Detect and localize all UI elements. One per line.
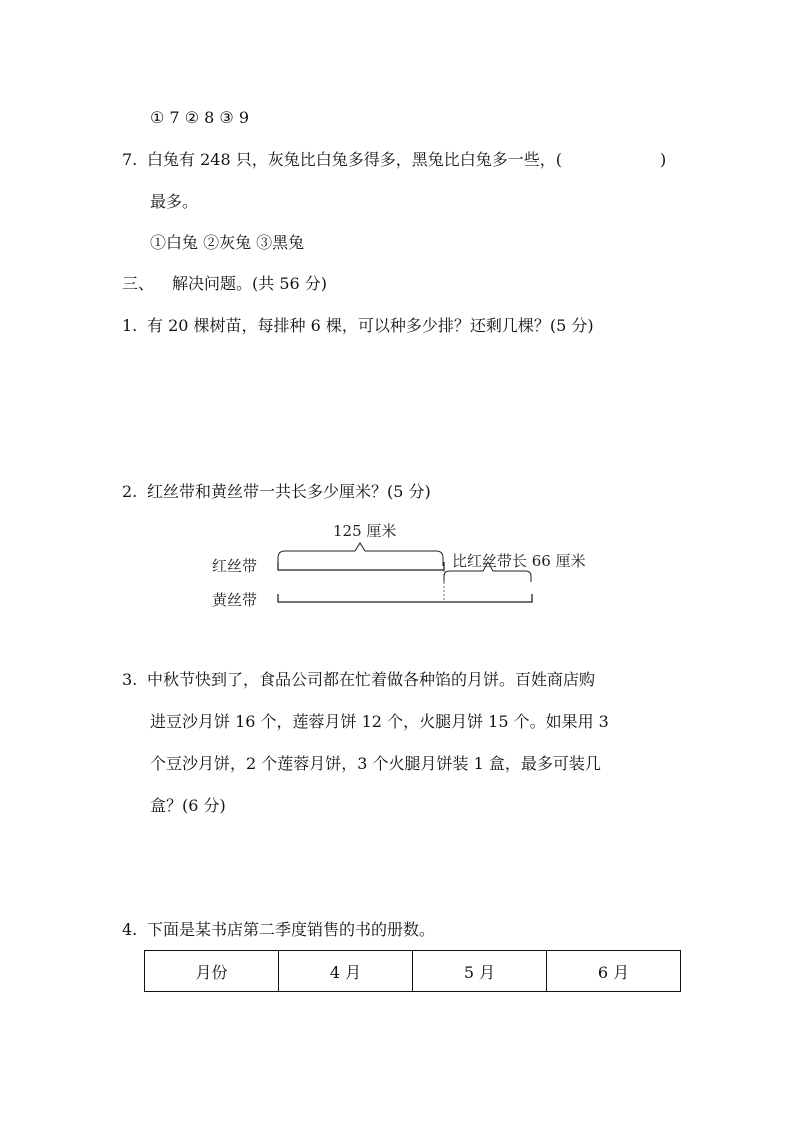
sales-table	[144, 950, 681, 992]
red-length-label: 125 厘米	[333, 522, 397, 540]
p3-number: 3.	[122, 670, 138, 689]
q7-text-line1: 白兔有 248 只，灰兔比白兔多得多，黑兔比白兔多一些，(	[147, 150, 562, 169]
q7-number: 7.	[122, 150, 138, 169]
p1-text: 有 20 棵树苗，每排种 6 棵，可以种多少排？还剩几棵？(5 分)	[147, 316, 594, 335]
section-title: 解决问题。(共 56 分)	[172, 274, 328, 293]
red-ribbon-label: 红丝带	[212, 557, 258, 575]
yellow-ribbon-label: 黄丝带	[212, 591, 258, 609]
ribbon-diagram	[200, 518, 620, 618]
p4-number: 4.	[122, 920, 138, 939]
p1-number: 1.	[122, 316, 138, 335]
p3-text-line1: 中秋节快到了，食品公司都在忙着做各种馅的月饼。百姓商店购	[147, 670, 596, 689]
p2-number: 2.	[122, 482, 138, 501]
q7-text-line2: 最多。	[150, 192, 199, 211]
section-number: 三、	[122, 274, 155, 293]
extra-length-note: 比红丝带长 66 厘米	[452, 552, 586, 570]
table-header-cell: 月份	[145, 951, 279, 992]
p3-text-line3: 个豆沙月饼，2 个莲蓉月饼，3 个火腿月饼装 1 盒，最多可装几	[150, 754, 601, 773]
table-row	[145, 951, 681, 992]
table-header-cell: 5 月	[413, 951, 547, 992]
red-ribbon-bar	[278, 562, 444, 570]
p4-text: 下面是某书店第二季度销售的书的册数。	[147, 920, 436, 939]
p2-text: 红丝带和黄丝带一共长多少厘米？(5 分)	[147, 482, 431, 501]
p3-text-line4: 盒？(6 分)	[150, 796, 226, 815]
table-header-cell: 6 月	[547, 951, 681, 992]
table-header-cell: 4 月	[279, 951, 413, 992]
q6-options: ① 7 ② 8 ③ 9	[150, 108, 249, 127]
red-brace	[278, 543, 443, 566]
p3-text-line2: 进豆沙月饼 16 个，莲蓉月饼 12 个，火腿月饼 15 个。如果用 3	[150, 712, 609, 731]
q7-close-paren: )	[660, 150, 667, 169]
yellow-ribbon-bar	[278, 594, 532, 602]
q7-options: ①白兔 ②灰兔 ③黑兔	[150, 233, 305, 252]
